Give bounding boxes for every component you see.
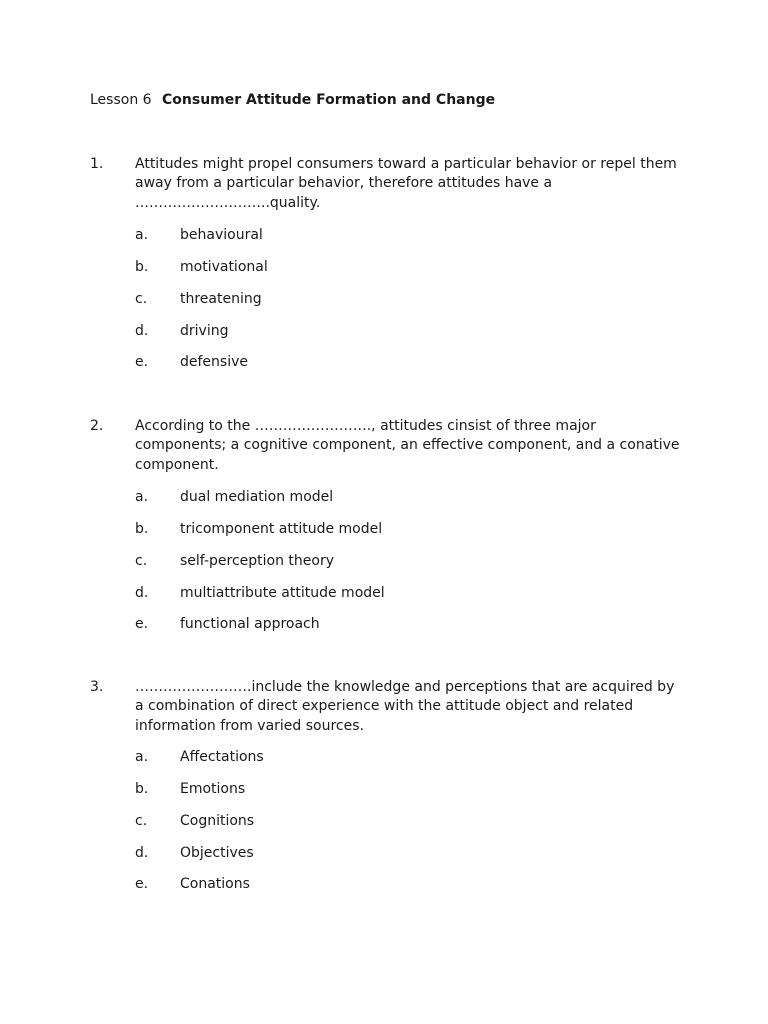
lesson-title: Consumer Attitude Formation and Change xyxy=(162,92,496,108)
option-text: Cognitions xyxy=(180,812,255,829)
answer-option-d xyxy=(90,584,690,616)
answer-option-c xyxy=(90,552,690,584)
question-1 xyxy=(90,155,690,385)
option-letter: b. xyxy=(135,258,149,275)
answer-option-a xyxy=(90,748,690,780)
option-letter: a. xyxy=(135,226,149,243)
answer-option-b xyxy=(90,520,690,552)
option-text: behavioural xyxy=(180,226,263,243)
option-text: functional approach xyxy=(180,616,320,633)
option-letter: b. xyxy=(135,780,149,797)
option-text: dual mediation model xyxy=(180,488,334,505)
option-text: self-perception theory xyxy=(180,552,335,569)
option-letter: b. xyxy=(135,520,149,537)
option-letter: a. xyxy=(135,488,149,505)
option-letter: a. xyxy=(135,748,149,765)
question-number: 1. xyxy=(90,156,104,172)
option-letter: e. xyxy=(135,616,149,633)
answer-option-b xyxy=(90,780,690,812)
lesson-header xyxy=(90,90,495,110)
answer-options xyxy=(90,748,690,907)
answer-option-a xyxy=(90,488,690,520)
option-letter: d. xyxy=(135,322,149,339)
answer-option-d xyxy=(90,322,690,354)
question-text: Attitudes might propel consumers toward a particular behavior or repel them away from a particular behavior, therefore attitudes have a ………………………..quality. xyxy=(135,156,677,211)
answer-option-d xyxy=(90,844,690,876)
answer-options xyxy=(90,226,690,385)
question-text: According to the ……………………., attitudes cinsist of three major components; a cognitive component, an effective component, and a conative component. xyxy=(135,418,680,473)
answer-option-e xyxy=(90,353,690,385)
option-letter: c. xyxy=(135,290,148,307)
option-letter: c. xyxy=(135,552,148,569)
question-number: 3. xyxy=(90,679,104,695)
question-number: 2. xyxy=(90,418,104,434)
option-letter: e. xyxy=(135,876,149,893)
answer-option-e xyxy=(90,875,690,907)
question-2 xyxy=(90,417,690,647)
option-letter: d. xyxy=(135,584,149,601)
option-text: Objectives xyxy=(180,844,254,861)
option-letter: d. xyxy=(135,844,149,861)
answer-option-a xyxy=(90,226,690,258)
option-text: threatening xyxy=(180,290,262,307)
option-text: Affectations xyxy=(180,748,264,765)
option-letter: c. xyxy=(135,812,148,829)
answer-option-b xyxy=(90,258,690,290)
option-text: Emotions xyxy=(180,780,246,797)
option-text: driving xyxy=(180,322,229,339)
option-text: defensive xyxy=(180,354,248,371)
answer-option-e xyxy=(90,615,690,647)
question-text: …………………….include the knowledge and perceptions that are acquired by a combination of direct experience with the attitude object and related information from varied sources. xyxy=(135,679,675,734)
option-text: Conations xyxy=(180,876,250,893)
answer-option-c xyxy=(90,290,690,322)
option-text: multiattribute attitude model xyxy=(180,584,385,601)
answer-options xyxy=(90,488,690,647)
option-text: motivational xyxy=(180,258,268,275)
question-3 xyxy=(90,678,690,907)
option-text: tricomponent attitude model xyxy=(180,520,383,537)
lesson-number: Lesson 6 xyxy=(90,92,152,108)
option-letter: e. xyxy=(135,354,149,371)
answer-option-c xyxy=(90,812,690,844)
